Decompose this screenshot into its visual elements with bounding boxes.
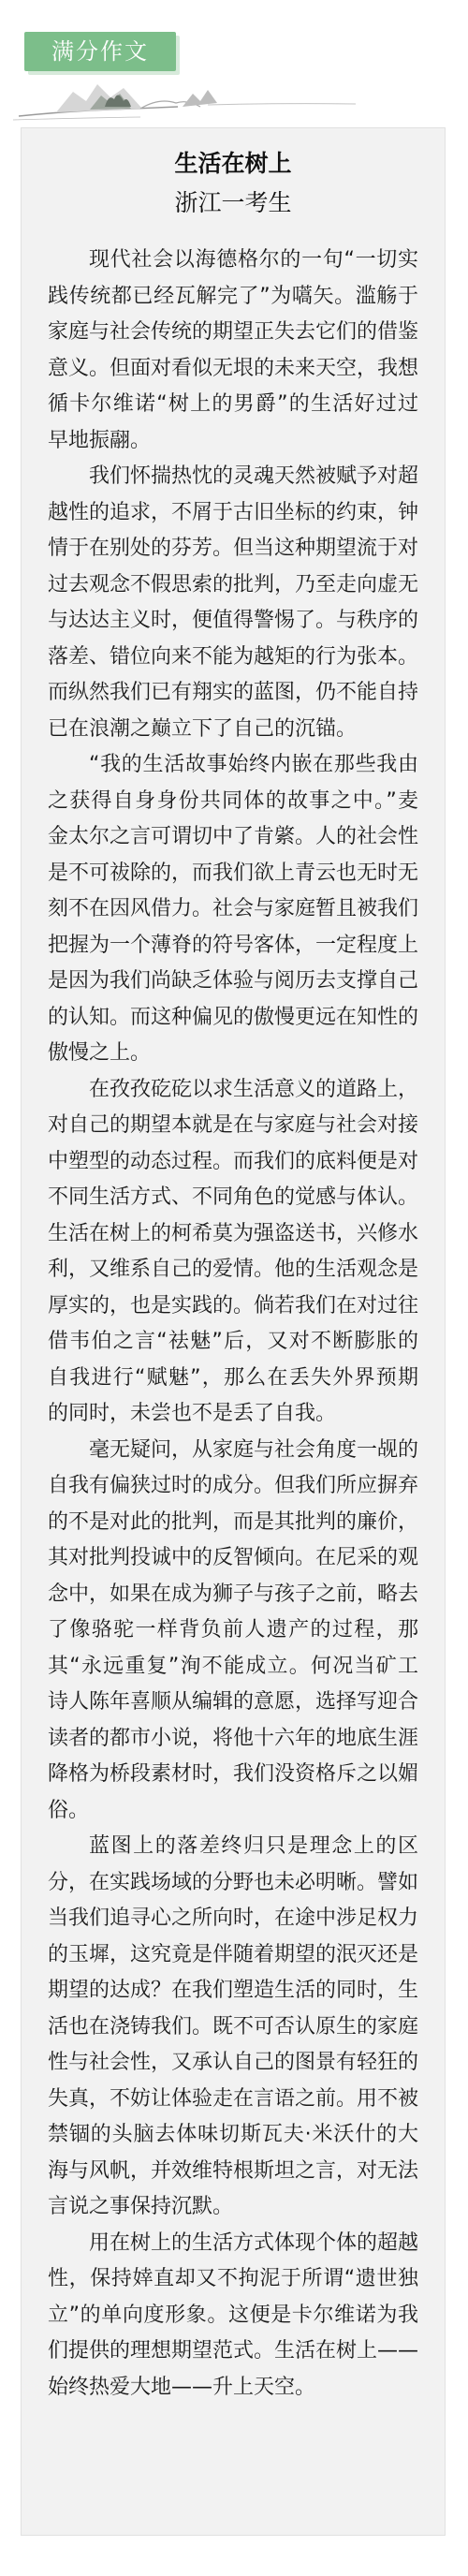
essay-paragraph: 用在树上的生活方式体现个体的超越性，保持婞直却又不拘泥于所谓“遗世独立”的单向度形象。这便是卡尔维诺为我们提供的理想期望范式。生活在树上——始终热爱大地——升上天空。 bbox=[48, 2230, 419, 2399]
category-badge: 满分作文 bbox=[24, 32, 176, 71]
essay-paragraph: 在孜孜矻矻以求生活意义的道路上，对自己的期望本就是在与家庭与社会对接中塑型的动态过程。而我们的底料便是对不同生活方式、不同角色的觉感与体认。生活在树上的柯希莫为强盗送书，兴修水利，又维系自己的爱情。他的生活观念是厚实的，也是实践的。倘若我们在对过往借韦伯之言“祛魅”后，又对不断膨胀的自我进行“赋魅”，那么在丢失外界预期的同时，未尝也不是丢了自我。 bbox=[48, 1077, 419, 1425]
essay-paragraph: 蓝图上的落差终归只是理念上的区分，在实践场域的分野也未必明晰。譬如当我们追寻心之所向时，在途中涉足权力的玉墀，这究竟是伴随着期望的泯灭还是期望的达成？在我们塑造生活的同时，生活也在浇铸我们。既不可否认原生的家庭性与社会性，又承认自己的图景有轻狂的失真，不妨让体验走在言语之前。用不被禁锢的头脑去体味切斯瓦夫·米沃什的大海与风帆，并效维特根斯坦之言，对无法言说之事保持沉默。 bbox=[48, 1834, 419, 2218]
essay-title: 生活在树上 bbox=[174, 150, 292, 177]
essay-paragraph: 我们怀揣热忱的灵魂天然被赋予对超越性的追求，不屑于古旧坐标的约束，钟情于在别处的芬芳。但当这种期望流于对过去观念不假思索的批判，乃至走向虚无与达达主义时，便值得警惕了。与秩序的落差、错位向来不能为越矩的行为张本。而纵然我们已有翔实的蓝图，仍不能自持已在浪潮之巅立下了自己的沉锚。 bbox=[48, 464, 419, 741]
essay-author: 浙江一考生 bbox=[174, 189, 292, 216]
essay-card bbox=[21, 127, 446, 2536]
ink-landscape-decoration bbox=[0, 66, 468, 125]
essay-paragraph: “我的生活故事始终内嵌在那些我由之获得自身身份共同体的故事之中。”麦金太尔之言可谓切中了肯綮。人的社会性是不可祓除的，而我们欲上青云也无时无刻不在因风借力。社会与家庭暂且被我们把握为一个薄脊的符号客体，一定程度上是因为我们尚缺乏体验与阅历去支撑自己的认知。而这种偏见的傲慢更远在知性的傲慢之上。 bbox=[48, 753, 419, 1065]
essay-body bbox=[48, 243, 418, 2406]
essay-paragraph: 毫无疑问，从家庭与社会角度一觇的自我有偏狭过时的成分。但我们所应摒弃的不是对此的批判，而是其批判的廉价，其对批判投诚中的反智倾向。在尼采的观念中，如果在成为狮子与孩子之前，略去了像骆驼一样背负前人遗产的过程，那其“永远重复”洵不能成立。何况当矿工诗人陈年喜顺从编辑的意愿，选择写迎合读者的都市小说，将他十六年的地底生涯降格为桥段素材时，我们没资格斥之以媚俗。 bbox=[48, 1437, 419, 1822]
page-header bbox=[0, 0, 468, 122]
essay-paragraph: 现代社会以海德格尔的一句“一切实践传统都已经瓦解完了”为嚆矢。滥觞于家庭与社会传统的期望正失去它们的借鉴意义。但面对看似无垠的未来天空，我想循卡尔维诺“树上的男爵”的生活好过过早地振翮。 bbox=[48, 248, 419, 452]
